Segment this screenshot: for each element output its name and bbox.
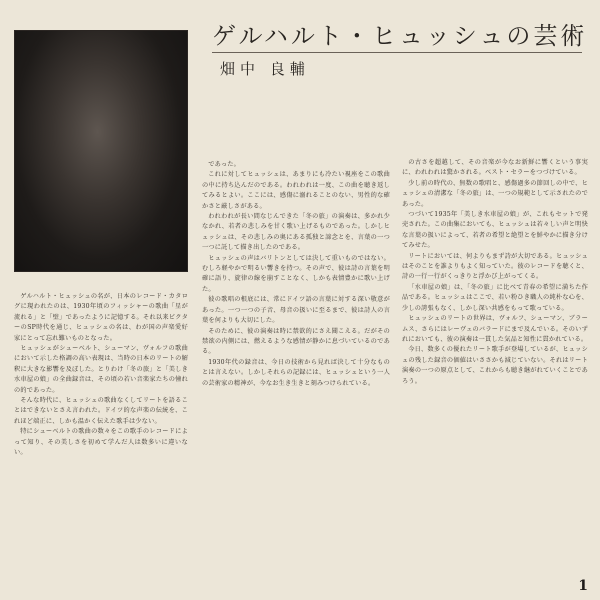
paragraph: 「水車屋の娘」は、「冬の旅」に比べて青春の希望に満ちた作品である。ヒュッシュはここで、若い粉ひき職人の純朴な心を、少しの誇張もなく、しかし深い共感をもって歌っている。: [402, 283, 588, 312]
page-title: ゲルハルト・ヒュッシュの芸術: [212, 22, 588, 50]
paragraph: これに対してヒュッシュは、あまりにも冷たい視座をこの歌曲の中に持ち込んだのである。われわれは一度、この曲を聴き返してみるとよい。ここには、感傷に溺れることのない、男性的な確かさと厳しさがある。: [202, 171, 390, 210]
paragraph: であった。: [208, 161, 241, 168]
paragraph: 少し前の時代の、無数の歌唱と、感傷過多の節回しの中で、ヒュッシュの清潔な「冬の旅」は、一つの規範として示されたのであった。: [402, 179, 588, 208]
text-column-left: [14, 292, 188, 584]
text-column-middle: [202, 160, 390, 584]
author-name: 畑中 良輔: [220, 60, 310, 78]
paragraph: の古さを超越して、その音楽が今なお新鮮に響くという事実に、われわれは驚かされる。ベスト・セラーをつづけている。: [402, 159, 588, 177]
paragraph: ヒュッシュがシューベルト、シューマン、ヴォルフの歌曲において示した格調の高い表現は、当時の日本のリートの解釈に大きな影響を及ぼした。とりわけ「冬の旅」と「美しき水車屋の娘」の全曲録音は、その頃の若い音楽家たちの憧れの的であった。: [14, 345, 188, 394]
paragraph: リートにおいては、何よりもまず詩が大切である。ヒュッシュはそのことを誰よりもよく知っていた。彼のレコードを聴くと、詩の一行一行がくっきりと浮かび上がってくる。: [402, 252, 588, 281]
page-number: 1: [578, 578, 588, 594]
title-divider: [212, 52, 582, 53]
paragraph: 彼の歌唱の根底には、常にドイツ語の言葉に対する深い敬意があった。一つ一つの子音、母音の扱いに至るまで、彼は詩人の言葉を何よりも大切にした。: [202, 296, 390, 325]
paragraph: そんな時代に、ヒュッシュの歌曲なくしてリートを語ることはできないとさえ言われた。ドイツ的な声楽の伝統を、これほど端正に、しかも温かく伝えた歌手は少ない。: [14, 397, 188, 425]
paragraph: 1930年代の録音は、今日の技術から見れば決して十分なものとは言えない。しかしそれらの記録には、ヒュッシュという一人の芸術家の精神が、今なお生き生きと刻みつけられている。: [202, 358, 390, 387]
paragraph: そのために、彼の演奏は時に禁欲的にさえ聞こえる。だがその禁欲の内側には、燃えるような感情が静かに息づいているのである。: [202, 327, 390, 356]
portrait-photo: [14, 30, 188, 272]
paragraph: われわれが長い間なじんできた「冬の旅」の演奏は、多かれ少なかれ、若者の悲しみを甘く歌い上げるものであった。しかしヒュッシュは、その悲しみの奥にある孤独と諦念とを、言葉の一つ一つに託して描き出したのである。: [202, 213, 390, 252]
paragraph: 今日、数多くの優れたリート歌手が登場しているが、ヒュッシュの残した録音の価値はいささかも減じていない。それはリート演奏の一つの原点として、これからも聴き継がれていくことであろう。: [402, 346, 588, 385]
paragraph: ヒュッシュのリートの世界は、ヴォルフ、シューマン、ブラームス、さらにはレーヴェのバラードにまで及んでいる。そのいずれにおいても、彼の演奏は一貫した気品と知性に貫かれている。: [402, 315, 588, 343]
paragraph: つづいて1935年「美しき水車屋の娘」が、これもセットで発売された。この曲集においても、ヒュッシュは若々しい声と明快な言葉の扱いによって、若者の希望と絶望とを鮮やかに描き分けてみせた。: [402, 211, 588, 250]
paragraph: ヒュッシュの声はバリトンとしては決して重いものではない。むしろ軽やかで明るい響きを持つ。その声で、彼は詩の言葉を明確に語り、旋律の線を崩すことなく、しかも表情豊かに歌い上げた。: [202, 254, 390, 293]
text-column-right: [402, 158, 588, 584]
paragraph: 特にシューベルトの歌曲の数々をこの歌手のレコードによって知り、その美しさを初めて学んだ人は数多いに違いない。: [14, 428, 188, 457]
paragraph: ゲルハルト・ヒュッシュの名が、日本のレコード・カタログに現われたのは、1930年頃のフィッシャーの歌曲「星が流れる」と「壁」であったように記憶する。それ以来ビクターのSP時代を通じ、ヒュッシュの名は、わが国の声楽愛好家にとって忘れ難いものとなった。: [14, 293, 188, 342]
